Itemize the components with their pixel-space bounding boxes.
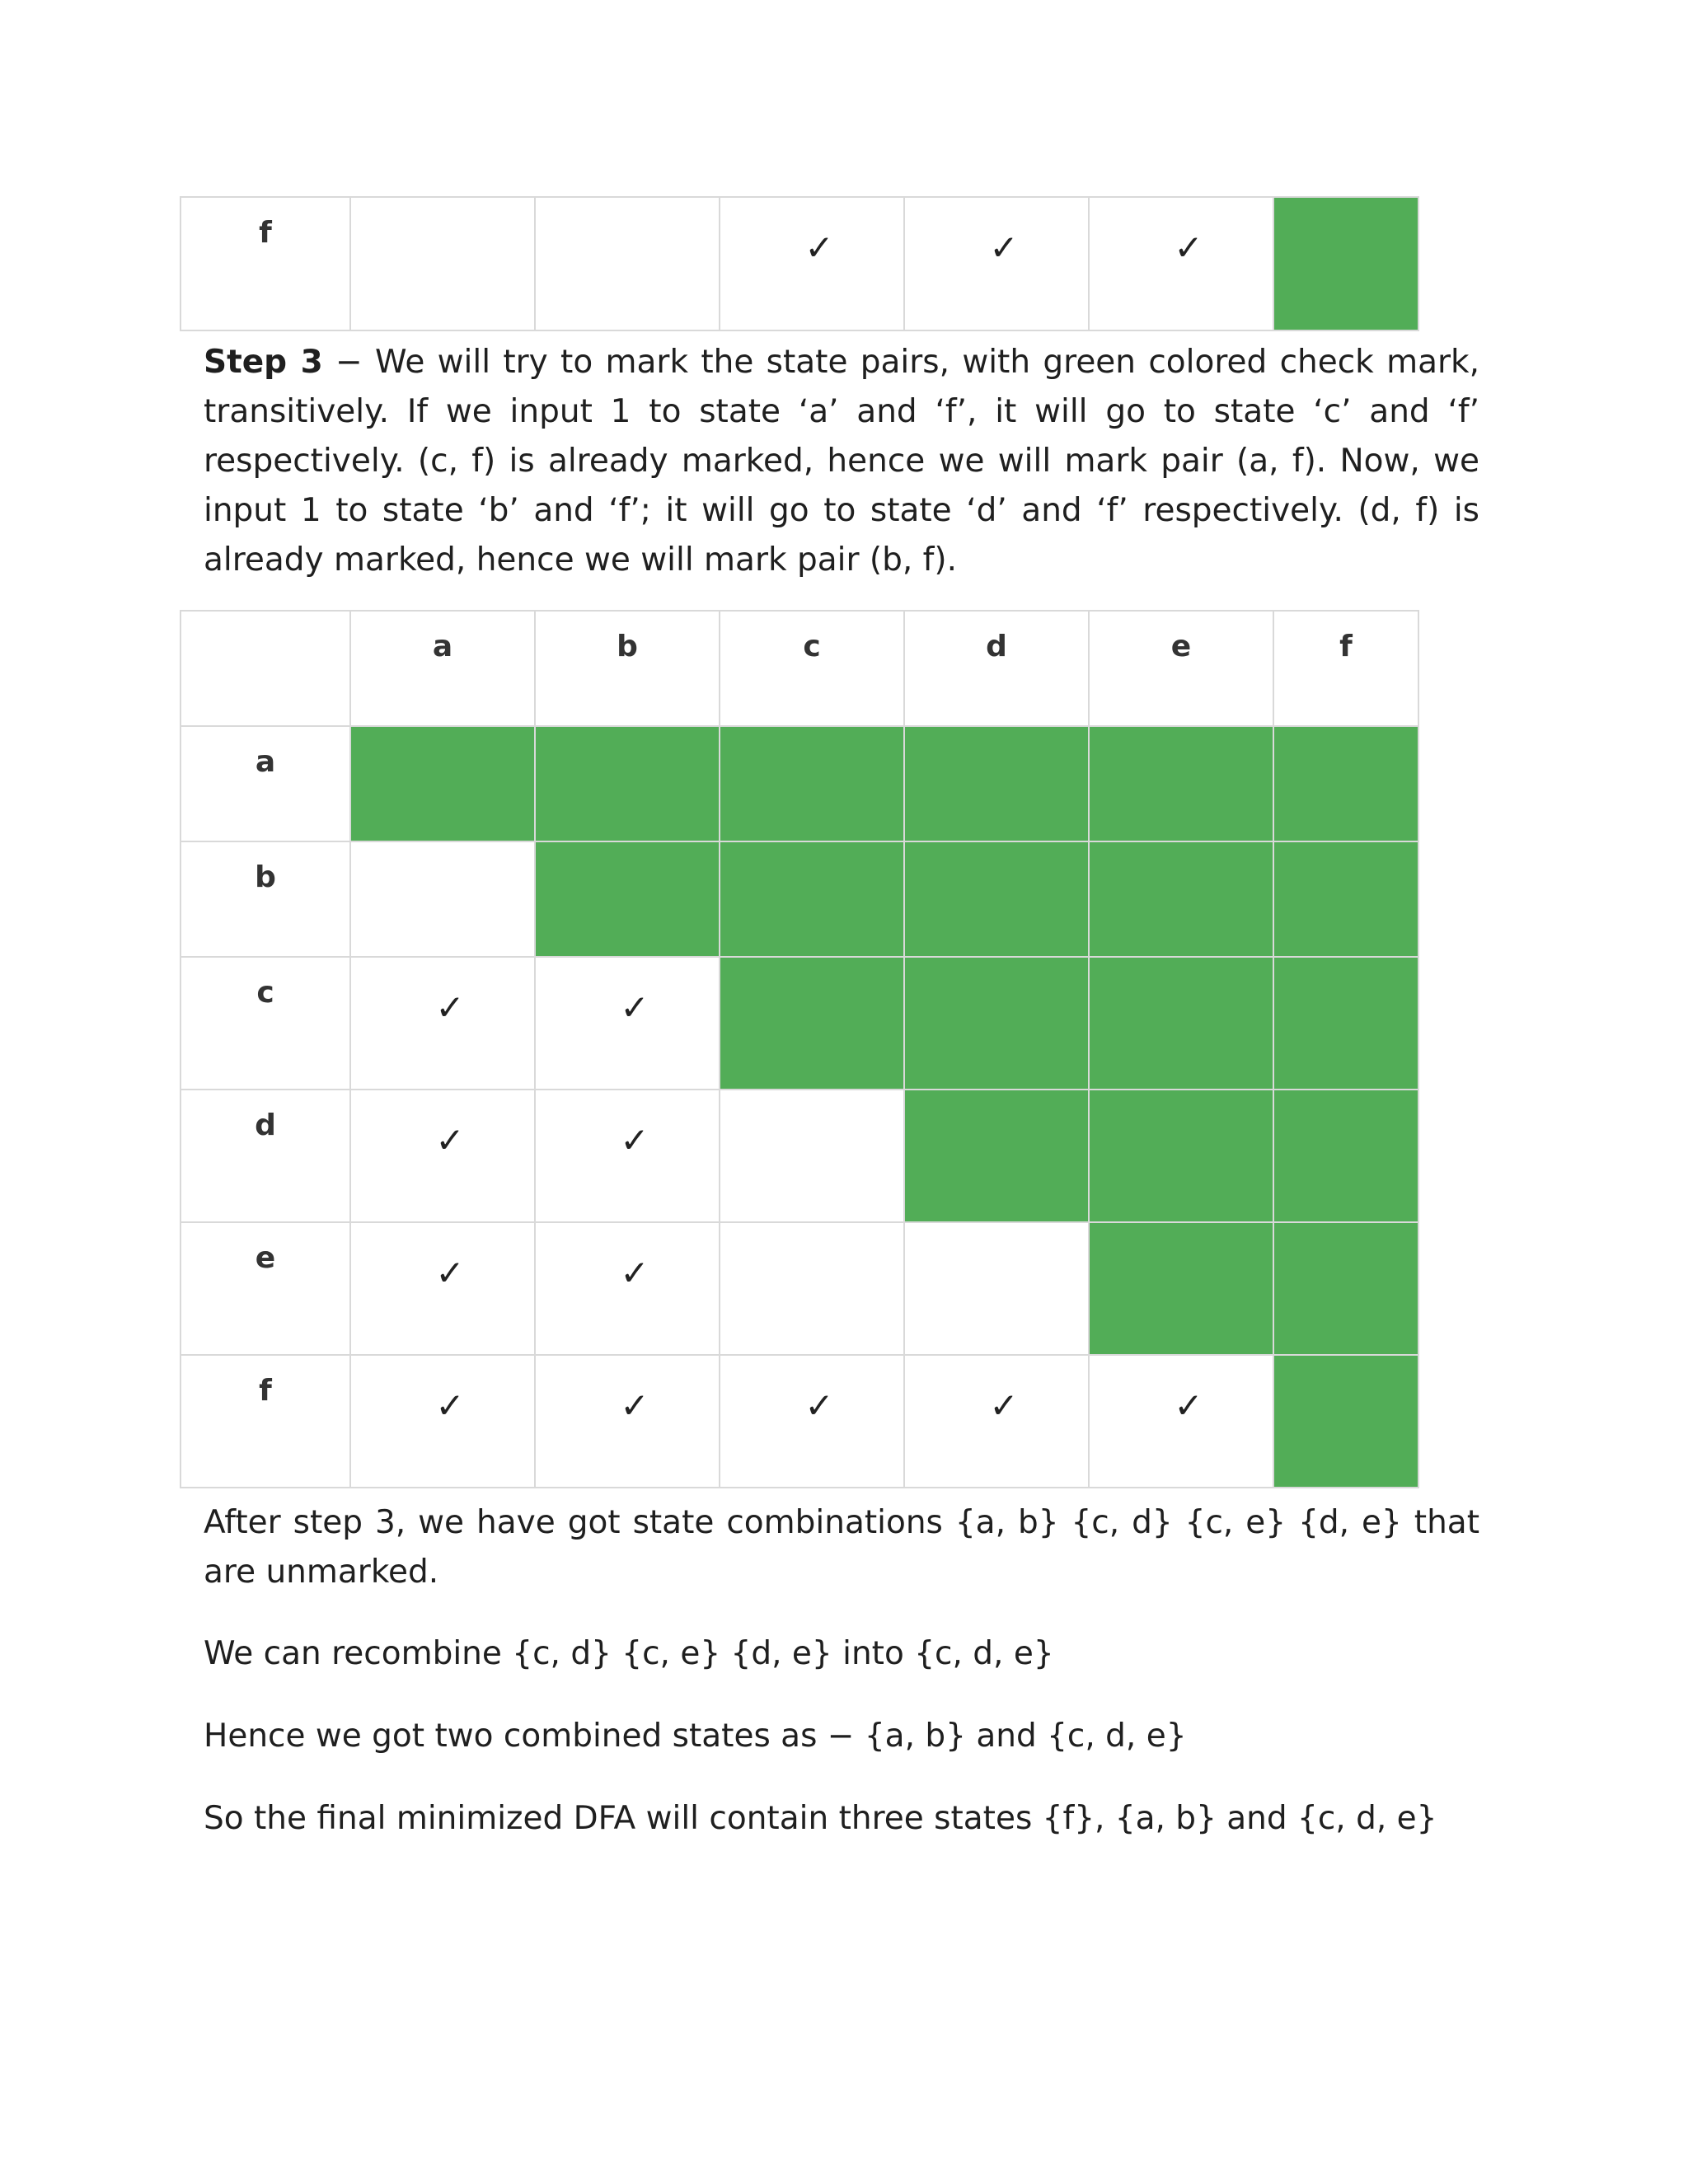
column-header-label: b [617,630,638,663]
marked-cell [350,726,535,841]
row-label-text: a [255,745,276,779]
marked-cell [1273,197,1418,330]
row-label-text: b [255,860,276,894]
table-cell [535,1222,720,1355]
row-label-a [181,726,350,841]
marked-cell [904,1090,1089,1222]
marked-cell [1089,1222,1273,1355]
table-cell [720,1222,904,1355]
header-row [181,611,1418,726]
marked-cell [1273,1090,1418,1222]
recombine-paragraph: We can recombine {c, d} {c, e} {d, e} into {c, d, e} [204,1635,1054,1672]
check-mark-icon: ✓ [1174,1385,1203,1426]
column-header-label: c [803,630,821,663]
combined-states-paragraph: Hence we got two combined states as − {a, b} and {c, d, e} [204,1718,1187,1755]
after-step3-paragraph: After step 3, we have got state combinations {a, b} {c, d} {c, e} {d, e} that are unmarked. [204,1504,1479,1591]
step-text: − We will try to mark the state pairs, with green colored check mark, transitively. If we input 1 to state ‘a’ and ‘f’, it will go to state ‘c’ and ‘f’ respectively. (c, f) is already marked, hence we will mark pair (a, f). Now, we input 1 to state ‘b’ and ‘f’; it will go to state ‘d’ and ‘f’ respectively. (d, f) is already marked, hence we will mark pair (b, f). [204,344,1479,579]
table-cell [904,1355,1089,1488]
column-header-b [535,611,720,726]
row-label-b [181,841,350,957]
marked-cell [1273,1355,1418,1488]
table-cell [535,1355,720,1488]
marked-cell [720,726,904,841]
row-label-text: c [256,976,274,1010]
corner-cell [181,611,350,726]
row-label-e [181,1222,350,1355]
table-cell [535,957,720,1090]
row-label-d [181,1090,350,1222]
row-label-c [181,957,350,1090]
check-mark-icon: ✓ [620,1120,649,1160]
table-row [181,1222,1418,1355]
table-row [181,957,1418,1090]
table-cell [350,1222,535,1355]
marked-cell [1089,726,1273,841]
marked-cell [1273,841,1418,957]
row-label-text: d [255,1108,276,1142]
table-cell [720,197,904,330]
final-dfa-paragraph: So the final minimized DFA will contain three states {f}, {a, b} and {c, d, e} [204,1800,1437,1837]
column-header-label: d [986,630,1007,663]
check-mark-icon: ✓ [804,227,834,268]
column-header-c [720,611,904,726]
marked-cell [1089,957,1273,1090]
marked-cell [720,841,904,957]
table-cell [535,1090,720,1222]
check-mark-icon: ✓ [435,987,465,1028]
marked-cell [1089,841,1273,957]
column-header-label: e [1170,630,1192,663]
column-header-a [350,611,535,726]
check-mark-icon: ✓ [620,1385,649,1426]
marked-cell [1273,1222,1418,1355]
marked-cell [904,957,1089,1090]
check-mark-icon: ✓ [435,1253,465,1293]
check-mark-icon: ✓ [804,1385,834,1426]
check-mark-icon: ✓ [989,1385,1019,1426]
step3-paragraph [204,338,1479,585]
table-row [181,1090,1418,1222]
column-header-label: f [1339,630,1353,663]
table-cell [904,197,1089,330]
row-label-text: f [259,1374,272,1408]
row-label-f: f [181,197,350,330]
column-header-f [1273,611,1418,726]
step-heading: Step 3 [204,344,323,381]
table-row [181,841,1418,957]
marked-cell [535,726,720,841]
table-cell [350,197,535,330]
marked-cell [904,726,1089,841]
table-cell [1089,197,1273,330]
top-partial-table [180,196,1419,331]
check-mark-icon: ✓ [435,1385,465,1426]
table-cell [720,1355,904,1488]
row-label-text: e [255,1241,276,1275]
table-row [181,1355,1418,1488]
marked-cell [720,957,904,1090]
check-mark-icon: ✓ [989,227,1019,268]
row-label-f [181,1355,350,1488]
marked-cell [1273,726,1418,841]
table-cell [350,957,535,1090]
check-mark-icon: ✓ [620,1253,649,1293]
table-row [181,726,1418,841]
column-header-d [904,611,1089,726]
table-cell [904,1222,1089,1355]
marked-cell [904,841,1089,957]
table-cell [535,197,720,330]
table-cell [350,1355,535,1488]
marked-cell [535,841,720,957]
table-cell [720,1090,904,1222]
column-header-e [1089,611,1273,726]
column-header-label: a [432,630,453,663]
table-cell [350,1090,535,1222]
check-mark-icon: ✓ [1174,227,1203,268]
table-cell [350,841,535,957]
check-mark-icon: ✓ [435,1120,465,1160]
marked-cell [1089,1090,1273,1222]
state-pair-table [180,610,1419,1488]
table-cell [1089,1355,1273,1488]
table-row [181,197,1418,330]
check-mark-icon: ✓ [620,987,649,1028]
marked-cell [1273,957,1418,1090]
